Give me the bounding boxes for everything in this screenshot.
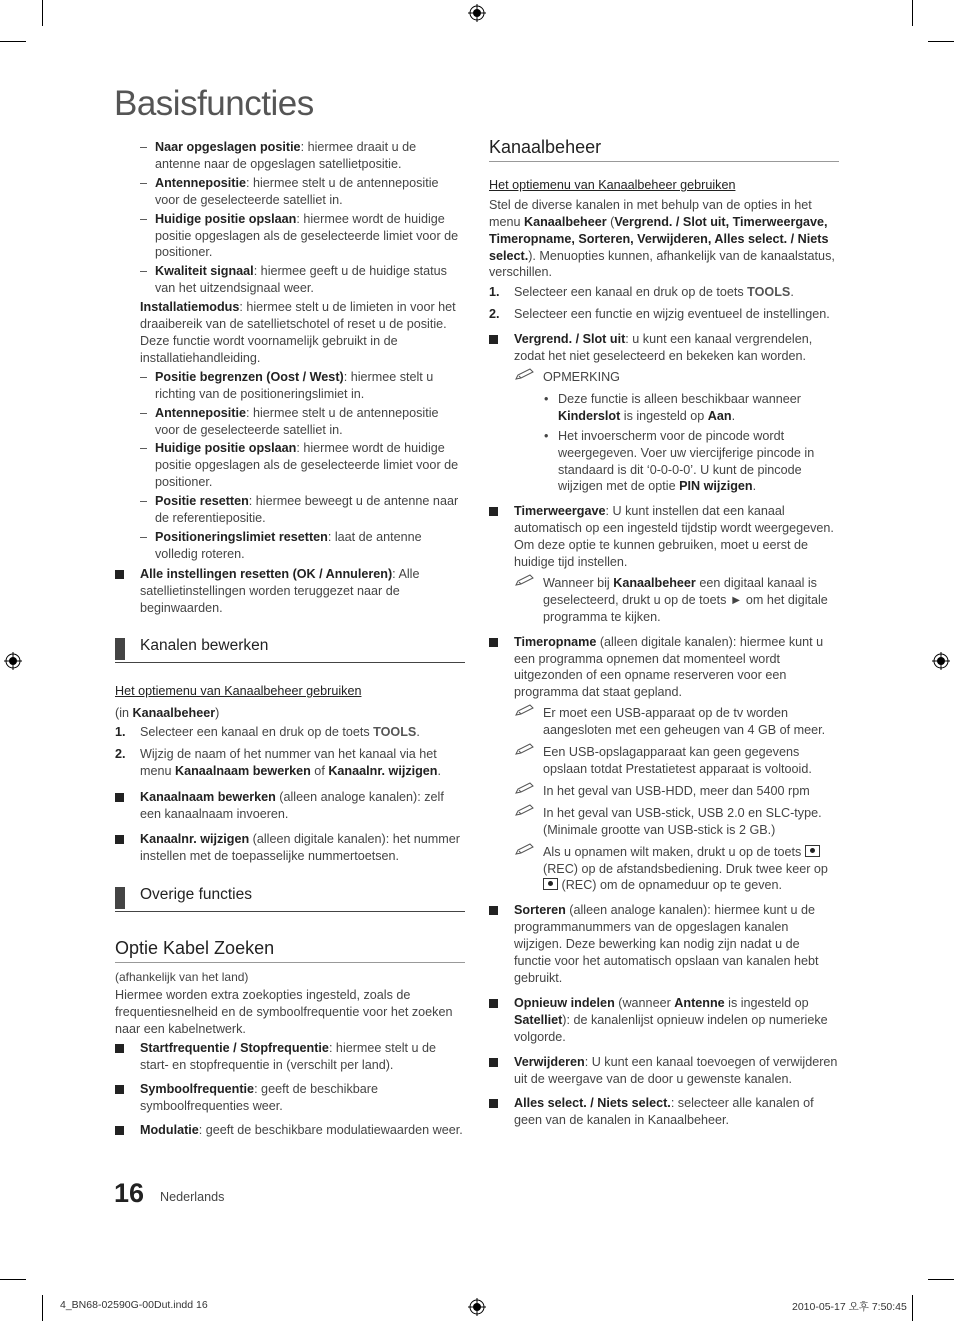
footer-timestamp: 2010-05-17 오후 7:50:45 [792,1301,907,1313]
note-text: ) [215,706,220,721]
bullet-square [489,335,498,344]
registration-mark-icon [932,652,950,670]
bullet-square [489,1099,498,1108]
rec-button-icon [805,845,820,857]
dot-text: Deze functie is alleen beschikbaar wanneer [558,391,801,406]
bullet-text: is ingesteld op [724,995,809,1010]
list-item [140,139,465,173]
bullet-term: Symboolfrequentie [140,1081,255,1096]
bullet-verwijderen [489,1054,839,1088]
bullet-square [489,507,498,516]
dot: • [544,391,549,406]
item-term: Positie begrenzen (Oost / West) [155,369,344,384]
timer-note [489,575,839,626]
bullet-square [115,835,124,844]
bullet-text: (alleen digitale kanalen): het nummer instellen met de toepasselijke nummertoetsen. [140,831,460,863]
bullet-square [115,1044,124,1053]
positioner-list [115,139,465,297]
reset-bullet [115,566,465,617]
reset-term: Alle instellingen resetten (OK / Annuleren) [140,566,393,581]
step-number: 1. [115,725,126,740]
list-item [140,405,465,439]
note-bold: Kanaalbeheer [132,706,216,721]
opname-note-1 [489,705,839,739]
menu-term: Kanaalnr. wijzigen [328,764,438,779]
note-text: (REC) om de opnameduur op te geven. [558,878,783,893]
page-number: 16 [114,1178,145,1208]
dash: – [140,405,148,420]
bullet-text: ): de kanalenlijst opnieuw indelen op numerieke volgorde. [514,1012,828,1044]
step-text: of [310,764,329,779]
bullet-square [489,906,498,915]
opname-note-rec [489,844,839,895]
bullet-opnieuw-indelen [489,995,839,1046]
item-text: : hiermee stelt u de antennepositie voor de geselecteerde satelliet in. [155,175,439,207]
bullet-text: (alleen digitale kanalen): hiermee kunt u een programma opnemen dat momenteel wordt uitgezonden of een opname reserveren voor een programma dat staat gepland. [514,634,824,700]
note-text: Als u opnamen wilt maken, drukt u op de toets [543,844,802,859]
note-pencil-icon [514,573,536,587]
kanaalbeheer-intro [489,197,839,282]
bullet-text: : U kunt instellen dat een kanaal automatisch op een ingesteld tijdstip wordt weergegeven. Om deze optie te kunnen gebruiken, moet u eerst de huidige tijd instellen. [514,504,834,570]
kanaalbeheer-subheading-wrap [489,177,839,194]
dash: – [140,494,148,509]
subheading: Het optiemenu van Kanaalbeheer gebruiken [115,684,362,699]
bullet-vergrend [489,331,839,365]
bullet-term: Modulatie [140,1122,199,1137]
intro-bold: Vergrend. / Slot uit, Timerweergave, Timeropname, Sorteren, Verwijderen, Alles select. / Niets select. [489,214,829,263]
item-term: Antennepositie [155,405,246,420]
section-bar [115,887,125,909]
list-item [140,369,465,403]
note-text: Een USB-opslagapparaat kan geen gegevens opslaan totdat Prestatietest apparaat is voltooid. [543,745,812,776]
step-number: 2. [115,747,126,762]
bullet-startfrequentie [115,1040,465,1074]
note-text: (in [115,706,133,721]
bullet-square [489,999,498,1008]
opname-note-3 [489,783,839,800]
list-item [140,175,465,209]
item-text: : laat de antenne volledig roteren. [155,529,422,561]
dot-bold: Kinderslot [558,408,621,423]
registration-mark-icon [468,4,486,22]
dash: – [140,441,148,456]
note-bold: Kanaalbeheer [613,575,696,590]
list-item [140,263,465,297]
bullet-square [115,793,124,802]
crop-mark [0,41,26,42]
step-text: . [416,725,420,740]
crop-mark [42,1295,43,1321]
item-term: Positioneringslimiet resetten [155,529,328,544]
bullet-term: Timerweergave [514,504,606,519]
intro-bold: Kanaalbeheer [524,214,607,229]
bullet-symboolfrequentie [115,1081,465,1115]
bullet-term: Kanaalnaam bewerken [140,790,276,804]
note-text: (REC) op de afstandsbediening. Druk twee keer op [543,861,828,876]
note-pencil-icon [514,742,536,756]
footer-file-info: 4_BN68-02590G-00Dut.indd 16 [60,1299,208,1311]
menu-term: Kanaalnaam bewerken [175,764,311,779]
bullet-term: Opnieuw indelen [514,995,615,1010]
bullet-term: Satelliet [514,1012,563,1027]
bullet-text: : geeft de beschikbare modulatiewaarden weer. [198,1122,463,1137]
note-pencil-icon [514,842,536,856]
install-text: : hiermee stelt u de limieten in voor het draaibereik van de satellietschotel of reset u de positie. Deze functie wordt voornamelijk gebruikt in de installatiehandleiding. [140,300,456,365]
item-text: : hiermee stelt u de antennepositie voor de geselecteerde satelliet in. [155,405,439,437]
dot-text: . [731,408,736,423]
dot-bold: Aan [707,408,732,423]
left-column [115,139,465,1139]
bullet-square [489,638,498,647]
dash: – [140,175,148,190]
section-heading: Overige functies [140,885,252,903]
dot-bold: PIN wijzigen [679,479,753,494]
dot-text: is ingesteld op [620,408,708,423]
bullet-square [115,570,124,579]
item-text: : hiermee draait u de antenne naar de opgeslagen satellietpositie. [155,140,417,171]
crop-mark [912,1295,913,1321]
kanalen-in-note [115,705,465,722]
step-2 [489,306,839,323]
item-term: Naar opgeslagen positie [155,140,301,154]
item-text: : hiermee stelt u richting van de positioneringslimiet in. [155,369,434,401]
note-dot-1 [489,391,839,425]
bullet-kanaalnr [115,831,465,865]
bullet-square [115,1085,124,1094]
note-opmerking [489,369,839,386]
crop-mark [42,0,43,26]
bullet-term: Sorteren [514,903,566,918]
note-label: OPMERKING [543,369,620,384]
bullet-term: Startfrequentie / Stopfrequentie [140,1041,329,1056]
list-item [140,440,465,491]
item-text: : hiermee wordt de huidige positie opgeslagen als de geselecteerde limiet voor de positioner. [155,441,459,490]
tools-key: TOOLS [747,285,791,300]
item-text: : hiermee wordt de huidige positie opgeslagen als de geselecteerde limiet voor de positioner. [155,211,459,260]
item-term: Positie resetten [155,494,249,509]
step-text: Wijzig de naam of het nummer van het kanaal via het menu [140,747,437,779]
crop-mark [928,41,954,42]
dash: – [140,529,148,544]
note-text: een digitaal kanaal is geselecteerd, drukt u op de toets ► om het digitale programma te kijken. [543,575,828,624]
item-text: : hiermee beweegt u de antenne naar de referentiepositie. [155,494,459,526]
bullet-text: : u kunt een kanaal vergrendelen, zodat het niet geselecteerd en bekeken kan worden. [514,332,813,364]
bullet-term: Antenne [674,995,725,1010]
intro-text: ( [606,214,615,229]
section-bar [115,638,125,660]
intro-text: ). Menuopties kunnen, afhankelijk van de kanaalstatus, verschillen. [489,248,835,280]
bullet-text: : geeft de beschikbare symboolfrequenties weer. [140,1081,378,1113]
opname-note-2 [489,744,839,778]
item-text: : hiermee geeft u de huidige status van het uitzendsignaal weer. [155,264,447,296]
bullet-alles-select [489,1095,839,1129]
bullet-modulatie [115,1122,465,1139]
note-dot-2 [489,428,839,496]
list-item [140,211,465,262]
kabel-country-note: (afhankelijk van het land) [115,969,249,984]
intro-text: Stel de diverse kanalen in met behulp van de opties in het menu [489,197,812,229]
bullet-square [115,1126,124,1135]
step-text: . [437,764,442,779]
bullet-text: (alleen analoge kanalen): zelf een kanaalnaam invoeren. [140,790,444,821]
bullet-term: Timeropname [514,634,597,649]
dot-text: Het invoerscherm voor de pincode wordt weergegeven. Voer uw viercijferige pincode in standaard is dit ‘0-0-0-0’. U kunt de pincode wijzigen met de optie [558,428,815,494]
section-overige-functies [115,887,465,912]
dash: – [140,140,148,154]
note-text: In het geval van USB-stick, USB 2.0 en SLC-type. (Minimale grootte van USB-stick is 2 GB.) [543,805,822,837]
section-heading: Kanalen bewerken [140,637,269,655]
bullet-text: (alleen analoge kanalen): hiermee kunt u de programmanummers van de opgeslagen kanalen wijzigen. Deze bewerking kan nodig zijn nadat u de functie voor het automatisch opslaan van kanalen hebt gebruikt. [514,903,819,985]
dot: • [544,428,549,443]
bullet-text: : selecteer alle kanalen of geen van de kanalen in Kanaalbeheer. [514,1096,814,1128]
kabel-intro: Hiermee worden extra zoekopties ingesteld, zoals de frequentiesnelheid en de symboolfrequentie voor het zoeken naar een kabelnetwerk. [115,988,453,1037]
bullet-term: Vergrend. / Slot uit [514,332,626,347]
bullet-term: Alles select. / Niets select. [514,1096,671,1111]
step-1 [115,724,465,741]
dash: – [140,264,148,279]
reset-text: : Alle satellietinstellingen worden teruggezet naar de beginwaarden. [140,566,420,615]
install-list [115,369,465,563]
list-item [140,493,465,527]
tools-key: TOOLS [373,725,417,740]
step-1 [489,284,839,301]
dash: – [140,369,148,384]
item-term: Huidige positie opslaan [155,211,297,226]
page-title: Basisfuncties [114,84,314,123]
heading-optie-kabel-zoeken: Optie Kabel Zoeken [115,940,465,963]
step-number: 2. [489,307,500,322]
note-pencil-icon [514,367,536,381]
item-term: Antennepositie [155,175,246,190]
dash: – [140,211,148,226]
item-term: Huidige positie opslaan [155,441,297,456]
bullet-term: Verwijderen [514,1054,585,1069]
bullet-square [489,1058,498,1067]
crop-mark [0,1279,26,1280]
install-term: Installatiemodus [140,300,240,315]
right-column [489,139,839,1129]
crop-mark [928,1279,954,1280]
subheading: Het optiemenu van Kanaalbeheer gebruiken [489,177,736,192]
item-term: Kwaliteit signaal [155,264,254,279]
kanalen-subheading-wrap [115,683,465,700]
note-pencil-icon [514,781,536,795]
bullet-kanaalnaam [115,789,465,823]
bullet-text: : U kunt een kanaal toevoegen of verwijderen uit de weergave van de door u gewenste kanalen. [514,1054,838,1086]
step-text: . [790,285,794,300]
rec-button-icon [543,878,558,890]
note-text: Wanneer bij [543,575,614,590]
bullet-text: : hiermee stelt u de start- en stopfrequentie in (verschilt per land). [140,1041,437,1073]
bullet-text: (wanneer [614,995,675,1010]
bullet-timerweergave [489,503,839,571]
note-text: Er moet een USB-apparaat op de tv worden aangesloten met een geheugen van 4 GB of meer. [543,706,826,738]
install-mode-paragraph [115,299,465,367]
bullet-timeropname [489,634,839,702]
bullet-sorteren [489,902,839,987]
note-text: In het geval van USB-HDD, meer dan 5400 rpm [543,783,810,798]
note-pencil-icon [514,803,536,817]
opname-note-4 [489,805,839,839]
step-number: 1. [489,285,500,300]
registration-mark-icon [4,652,22,670]
crop-mark [912,0,913,26]
step-text: Selecteer een kanaal en druk op de toets [140,725,374,740]
dot-text: . [752,479,757,494]
note-pencil-icon [514,703,536,717]
step-text: Selecteer een kanaal en druk op de toets [514,285,748,300]
page-language: Nederlands [160,1190,225,1204]
section-kanalen-bewerken [115,638,465,663]
bullet-term: Kanaalnr. wijzigen [140,831,250,846]
registration-mark-icon [468,1298,486,1316]
list-item [140,529,465,563]
heading-kanaalbeheer: Kanaalbeheer [489,139,839,162]
step-2 [115,746,465,780]
step-text: Selecteer een functie en wijzig eventueel de instellingen. [514,307,830,322]
